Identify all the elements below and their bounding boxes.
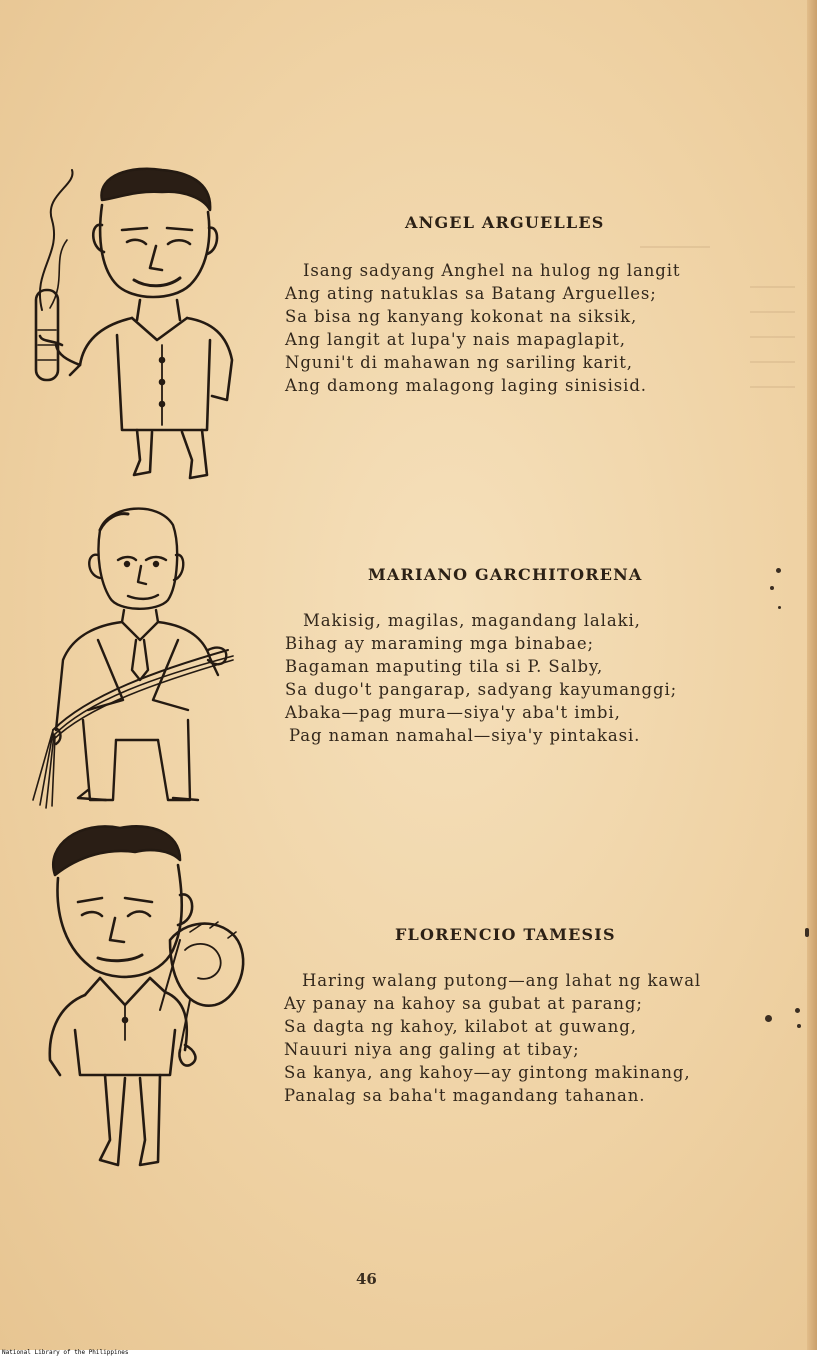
poem-line: Panalag sa baha't magandang tahanan. <box>284 1086 646 1105</box>
caricature-man-in-suit-with-abaca <box>28 500 248 820</box>
ink-speck <box>765 1015 772 1022</box>
entry-title: ANGEL ARGUELLES <box>405 213 605 232</box>
poem-line: Sa dugo't pangarap, sadyang kayumanggi; <box>285 680 678 699</box>
poem-line: Nguni't di mahawan ng sariling karit, <box>285 353 633 372</box>
caricature-man-with-log <box>40 820 260 1185</box>
page-number: 46 <box>356 1270 377 1288</box>
poem-stanza <box>285 609 677 747</box>
poem-line: Abaka—pag mura—siya'y aba't imbi, <box>285 703 621 722</box>
ink-speck <box>797 1024 801 1028</box>
portrait-angel-arguelles <box>22 160 262 495</box>
poem-line: Pag naman namahal—siya'y pintakasi. <box>289 726 641 745</box>
footer-bar <box>0 1350 817 1358</box>
page-edge <box>807 0 817 1350</box>
poem-line: Ang ating natuklas sa Batang Arguelles; <box>285 284 657 303</box>
ink-speck <box>805 928 809 937</box>
poem-line: Sa bisa ng kanyang kokonat na siksik, <box>285 307 638 326</box>
poem-line: Bagaman maputing tila si P. Salby, <box>285 657 604 676</box>
portrait-mariano-garchitorena <box>28 500 248 820</box>
entry-title: FLORENCIO TAMESIS <box>395 925 616 944</box>
poem-line: Haring walang putong—ang lahat ng kawal <box>302 971 702 990</box>
poem-line: Makisig, magilas, magandang lalaki, <box>303 611 641 630</box>
poem-stanza <box>284 969 701 1107</box>
poem-stanza <box>285 259 680 397</box>
poem-line: Bihag ay maraming mga binabae; <box>285 634 594 653</box>
portrait-florencio-tamesis <box>40 820 260 1185</box>
ink-speck <box>776 568 781 573</box>
poem-line: Ay panay na kahoy sa gubat at parang; <box>284 994 643 1013</box>
poem-line: Sa kanya, ang kahoy—ay gintong makinang, <box>284 1063 691 1082</box>
caricature-scientist-with-test-tube <box>22 160 262 495</box>
poem-line: Ang damong malagong laging sinisisid. <box>285 376 647 395</box>
ink-speck <box>770 586 774 590</box>
poem-line: Isang sadyang Anghel na hulog ng langit <box>303 261 681 280</box>
poem-line: Sa dagta ng kahoy, kilabot at guwang, <box>284 1017 637 1036</box>
footer-credit: National Library of the Philippines <box>2 1349 129 1356</box>
poem-line: Nauuri niya ang galing at tibay; <box>284 1040 580 1059</box>
entry-title: MARIANO GARCHITORENA <box>368 565 643 584</box>
ink-speck <box>795 1008 800 1013</box>
poem-line: Ang langit at lupa'y nais mapaglapit, <box>285 330 626 349</box>
ink-speck <box>778 606 781 609</box>
